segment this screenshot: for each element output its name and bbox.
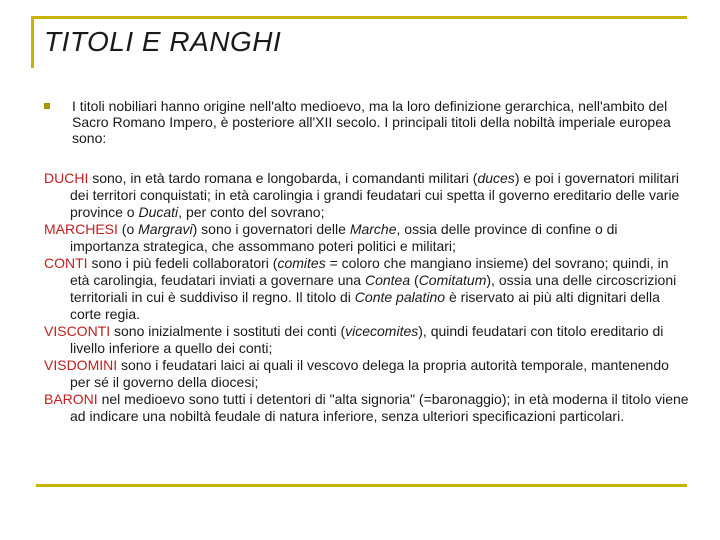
entry-baroni	[44, 391, 689, 425]
top-accent-line	[31, 16, 687, 19]
term-conti: CONTI	[44, 255, 88, 271]
entry-text: sono, in età tardo romana e longobarda, i comandanti militari (	[88, 170, 478, 186]
entry-italic: Contea	[364, 272, 411, 288]
intro-text: I titoli nobiliari hanno origine nell'alto medioevo, ma la loro definizione gerarchica, nell'ambito del Sacro Romano Impero, è posteriore all'XII secolo. I principali titoli della nobiltà imperiale europea sono:	[72, 98, 671, 146]
entry-text: ) e poi i governatori militari dei territori conquistati; in età carolingia i grandi feudatari cui spetta il governo ereditario delle varie province o	[70, 170, 680, 220]
entry-text: ), quindi feudatari con titolo ereditario di livello inferiore a quello dei conti;	[70, 323, 664, 356]
entry-text: nel medioevo sono tutti i detentori di "alta signoria" (=baronaggio); in età moderna il titolo viene ad indicare una nobiltà feudale di natura inferiore, senza ulteriori specificazioni particolari.	[70, 391, 689, 424]
entry-italic: Margravi	[138, 221, 193, 237]
entry-visconti	[44, 323, 689, 357]
entry-duchi	[44, 170, 689, 221]
bottom-accent-line	[36, 484, 687, 487]
entry-text: ), ossia una delle circoscrizioni territoriali in cui è suddiviso il regno. Il titolo di	[70, 272, 677, 305]
entry-italic: Marche	[349, 221, 397, 237]
entry-text: = coloro che mangiano insieme) del sovrano; quindi, in età carolingia, feudatari inviati a governare una	[70, 255, 669, 288]
entry-italic: Ducati	[138, 204, 179, 220]
term-baroni: BARONI	[44, 391, 98, 407]
entry-text: sono i più fedeli collaboratori (	[87, 255, 278, 271]
entry-text: sono inizialmente i sostituti dei conti (	[110, 323, 346, 339]
entry-italic: Comitatum	[418, 272, 487, 288]
entry-visdomini	[44, 357, 689, 391]
intro-bullet	[44, 98, 684, 146]
entry-text: (o	[117, 221, 139, 237]
entry-text: ) sono i governatori delle	[192, 221, 350, 237]
left-accent-line	[31, 16, 34, 68]
slide-title: TITOLI E RANGHI	[44, 26, 282, 57]
entry-italic: vicecomites	[345, 323, 419, 339]
entry-text: , per conto del sovrano;	[178, 204, 325, 220]
term-visdomini: VISDOMINI	[44, 357, 118, 373]
entry-text: , ossia delle province di confine o di importanza strategica, che assommano poteri politici e militari;	[70, 221, 618, 254]
entry-conti	[44, 255, 689, 323]
term-duchi: DUCHI	[44, 170, 89, 186]
square-bullet-icon	[44, 103, 50, 109]
entry-italic: duces	[477, 170, 515, 186]
term-marchesi: MARCHESI	[44, 221, 118, 237]
entry-italic: comites	[277, 255, 326, 271]
entry-text: è riservato ai più alti dignitari della corte regia.	[70, 289, 660, 322]
term-visconti: VISCONTI	[44, 323, 111, 339]
titles-list	[44, 170, 689, 425]
entry-text: sono i feudatari laici ai quali il vescovo delega la propria autorità temporale, mantenendo per sé il governo della diocesi;	[70, 357, 669, 390]
entry-italic: Conte palatino	[354, 289, 446, 305]
entry-text: (	[410, 272, 419, 288]
entry-marchesi	[44, 221, 689, 255]
